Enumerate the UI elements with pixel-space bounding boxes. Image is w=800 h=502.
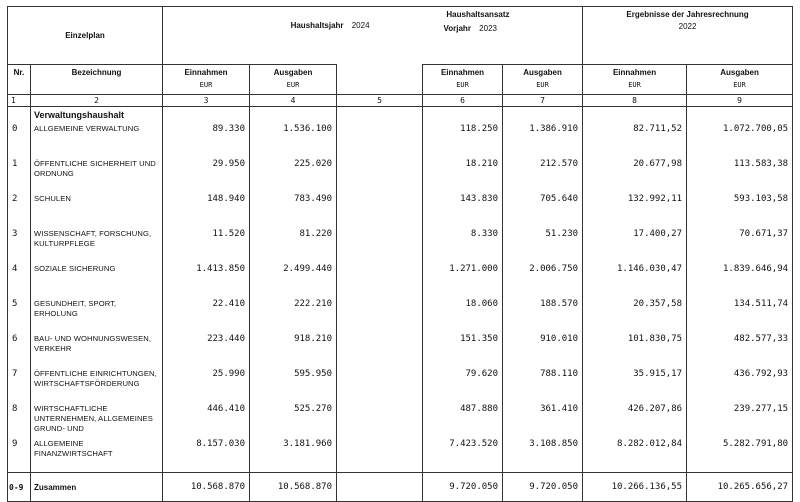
row-ausgaben-2024: 783.490 [250, 192, 337, 227]
total-col5 [337, 473, 423, 502]
row-einnahmen-2023: 151.350 [423, 332, 503, 367]
row-col5 [337, 192, 423, 227]
row-einnahmen-2024: 446.410 [163, 402, 250, 437]
row-nr: 7 [8, 367, 31, 402]
row-einnahmen-2024: 25.990 [163, 367, 250, 402]
row-ausgaben-2023: 361.410 [503, 402, 583, 437]
einnahmen-2022-header: Einnahmen EUR [583, 65, 687, 95]
column-number-row [8, 95, 793, 107]
einnahmen-2024-header: Einnahmen EUR [163, 65, 250, 95]
table-row [8, 122, 793, 157]
row-einnahmen-2023: 118.250 [423, 122, 503, 157]
row-einnahmen-2024: 89.330 [163, 122, 250, 157]
row-ausgaben-2024: 595.950 [250, 367, 337, 402]
row-ausgaben-2023: 188.570 [503, 297, 583, 332]
row-ausgaben-2022: 436.792,93 [687, 367, 793, 402]
row-einnahmen-2024: 29.950 [163, 157, 250, 192]
row-einnahmen-2022: 35.915,17 [583, 367, 687, 402]
row-ausgaben-2022: 5.282.791,80 [687, 437, 793, 473]
row-einnahmen-2022: 20.357,58 [583, 297, 687, 332]
row-ausgaben-2022: 482.577,33 [687, 332, 793, 367]
row-einnahmen-2023: 18.210 [423, 157, 503, 192]
row-bezeichnung: ALLGEMEINE FINANZWIRTSCHAFT [31, 437, 163, 473]
ergebnisse-year: 2022 [678, 22, 697, 31]
row-nr: 5 [8, 297, 31, 332]
row-bezeichnung: GESUNDHEIT, SPORT, ERHOLUNG [31, 297, 163, 332]
row-col5 [337, 367, 423, 402]
row-bezeichnung: ÖFFENTLICHE EINRICHTUNGEN, WIRTSCHAFTSFÖRDERUNG [31, 367, 163, 402]
row-ausgaben-2024: 918.210 [250, 332, 337, 367]
colnum-5: 5 [337, 95, 423, 107]
total-nr: 0-9 [8, 473, 31, 502]
budget-table-container [7, 6, 792, 502]
row-einnahmen-2022: 1.146.030,47 [583, 262, 687, 297]
colnum-7: 7 [503, 95, 583, 107]
header-row-2 [8, 65, 793, 95]
row-col5 [337, 297, 423, 332]
row-ausgaben-2022: 134.511,74 [687, 297, 793, 332]
total-a22: 10.265.656,27 [687, 473, 793, 502]
table-row [8, 402, 793, 437]
row-einnahmen-2024: 223.440 [163, 332, 250, 367]
row-nr: 2 [8, 192, 31, 227]
row-einnahmen-2024: 11.520 [163, 227, 250, 262]
ausgaben-2023-header: Ausgaben EUR [503, 65, 583, 95]
col5-header [337, 65, 423, 95]
table-row [8, 192, 793, 227]
table-row [8, 367, 793, 402]
bezeichnung-header: Bezeichnung [31, 65, 163, 95]
row-ausgaben-2024: 1.536.100 [250, 122, 337, 157]
total-e23: 9.720.050 [423, 473, 503, 502]
row-ausgaben-2023: 788.110 [503, 367, 583, 402]
row-ausgaben-2024: 525.270 [250, 402, 337, 437]
row-einnahmen-2022: 17.400,27 [583, 227, 687, 262]
row-col5 [337, 227, 423, 262]
total-row [8, 473, 793, 502]
row-einnahmen-2022: 20.677,98 [583, 157, 687, 192]
nr-header: Nr. [8, 65, 31, 95]
row-col5 [337, 122, 423, 157]
row-ausgaben-2023: 910.010 [503, 332, 583, 367]
row-einnahmen-2023: 143.830 [423, 192, 503, 227]
row-einnahmen-2024: 148.940 [163, 192, 250, 227]
row-ausgaben-2024: 3.181.960 [250, 437, 337, 473]
row-nr: 0 [8, 122, 31, 157]
row-nr: 1 [8, 157, 31, 192]
row-bezeichnung: BAU- UND WOHNUNGSWESEN, VERKEHR [31, 332, 163, 367]
row-ausgaben-2023: 3.108.850 [503, 437, 583, 473]
header-row-1 [8, 7, 793, 65]
vorjahr-value: 2023 [479, 24, 497, 33]
table-row [8, 262, 793, 297]
row-ausgaben-2022: 1.072.700,05 [687, 122, 793, 157]
colnum-9: 9 [687, 95, 793, 107]
row-einnahmen-2022: 132.992,11 [583, 192, 687, 227]
row-nr: 6 [8, 332, 31, 367]
colnum-8: 8 [583, 95, 687, 107]
section-row [8, 107, 793, 123]
row-ausgaben-2022: 113.583,38 [687, 157, 793, 192]
row-einnahmen-2023: 487.880 [423, 402, 503, 437]
row-einnahmen-2022: 101.830,75 [583, 332, 687, 367]
total-a24: 10.568.870 [250, 473, 337, 502]
row-ausgaben-2023: 212.570 [503, 157, 583, 192]
row-nr: 8 [8, 402, 31, 437]
row-ausgaben-2023: 2.006.750 [503, 262, 583, 297]
ausgaben-2024-header: Ausgaben EUR [250, 65, 337, 95]
row-ausgaben-2024: 2.499.440 [250, 262, 337, 297]
ergebnisse-cell [583, 7, 793, 65]
colnum-6: 6 [423, 95, 503, 107]
row-einnahmen-2023: 7.423.520 [423, 437, 503, 473]
table-row [8, 227, 793, 262]
budget-table [7, 6, 793, 502]
row-ausgaben-2023: 51.230 [503, 227, 583, 262]
total-label: Zusammen [31, 473, 163, 502]
row-col5 [337, 332, 423, 367]
row-ausgaben-2022: 1.839.646,94 [687, 262, 793, 297]
colnum-1: 1 [8, 95, 31, 107]
colnum-2: 2 [31, 95, 163, 107]
table-row [8, 157, 793, 192]
table-row [8, 332, 793, 367]
row-einnahmen-2023: 79.620 [423, 367, 503, 402]
row-col5 [337, 157, 423, 192]
colnum-3: 3 [163, 95, 250, 107]
row-einnahmen-2023: 18.060 [423, 297, 503, 332]
row-col5 [337, 402, 423, 437]
row-einnahmen-2024: 22.410 [163, 297, 250, 332]
row-einnahmen-2024: 1.413.850 [163, 262, 250, 297]
row-ausgaben-2022: 593.103,58 [687, 192, 793, 227]
total-e22: 10.266.136,55 [583, 473, 687, 502]
einzelplan-header: Einzelplan [8, 7, 163, 65]
row-nr: 4 [8, 262, 31, 297]
vorjahr-label: Vorjahr [443, 24, 471, 33]
colnum-4: 4 [250, 95, 337, 107]
row-einnahmen-2023: 8.330 [423, 227, 503, 262]
table-row [8, 297, 793, 332]
row-ausgaben-2022: 70.671,37 [687, 227, 793, 262]
row-nr: 3 [8, 227, 31, 262]
row-einnahmen-2023: 1.271.000 [423, 262, 503, 297]
ausgaben-2022-header: Ausgaben EUR [687, 65, 793, 95]
row-nr: 9 [8, 437, 31, 473]
row-ausgaben-2023: 705.640 [503, 192, 583, 227]
row-einnahmen-2022: 8.282.012,84 [583, 437, 687, 473]
row-ausgaben-2022: 239.277,15 [687, 402, 793, 437]
einnahmen-2023-header: Einnahmen EUR [423, 65, 503, 95]
row-ausgaben-2024: 225.020 [250, 157, 337, 192]
row-ausgaben-2024: 81.220 [250, 227, 337, 262]
row-bezeichnung: SCHULEN [31, 192, 163, 227]
row-bezeichnung: ALLGEMEINE VERWALTUNG [31, 122, 163, 157]
table-row [8, 437, 793, 473]
row-bezeichnung: ÖFFENTLICHE SICHERHEIT UND ORDNUNG [31, 157, 163, 192]
row-ausgaben-2024: 222.210 [250, 297, 337, 332]
row-bezeichnung: WISSENSCHAFT, FORSCHUNG, KULTURPFLEGE [31, 227, 163, 262]
haushaltsjahr-label: Haushaltsjahr [290, 21, 344, 30]
row-col5 [337, 262, 423, 297]
row-einnahmen-2024: 8.157.030 [163, 437, 250, 473]
row-ausgaben-2023: 1.386.910 [503, 122, 583, 157]
row-bezeichnung: SOZIALE SICHERUNG [31, 262, 163, 297]
haushaltsansatz-label: Haushaltsansatz [446, 10, 510, 19]
section-label: Verwaltungshaushalt [31, 107, 163, 123]
row-einnahmen-2022: 82.711,52 [583, 122, 687, 157]
row-einnahmen-2022: 426.207,86 [583, 402, 687, 437]
row-bezeichnung: WIRTSCHAFTLICHE UNTERNEHMEN, ALLGEMEINES GRUND- UND [31, 402, 163, 437]
total-e24: 10.568.870 [163, 473, 250, 502]
row-col5 [337, 437, 423, 473]
ergebnisse-label: Ergebnisse der Jahresrechnung [626, 10, 749, 19]
haushaltsjahr-value: 2024 [351, 21, 370, 30]
total-a23: 9.720.050 [503, 473, 583, 502]
